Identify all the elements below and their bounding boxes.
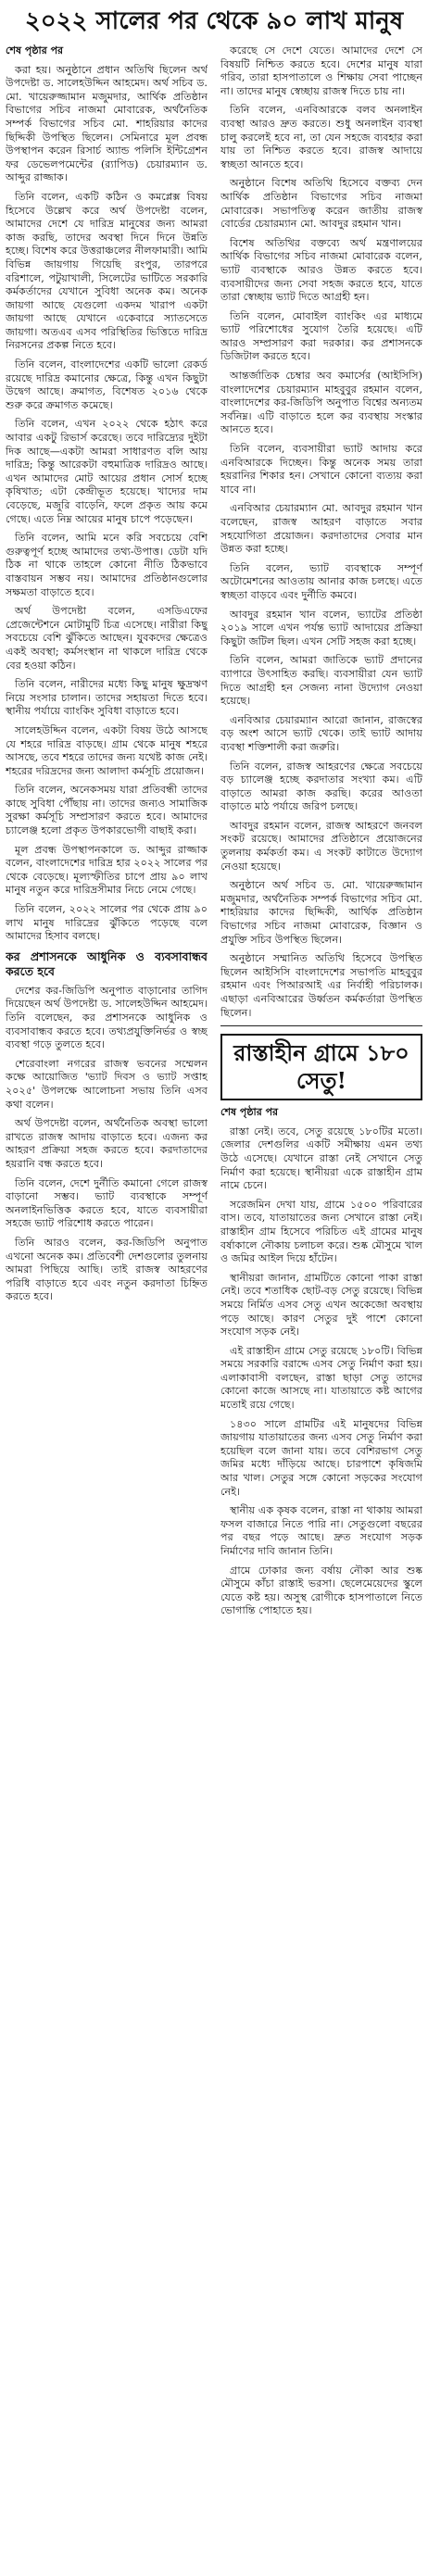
article-paragraph: অর্থ উপদেষ্টা বলেন, এসডিএফের প্রেজেন্টেশনে মোটামুটি চিত্র এসেছে। নারীরা কিছু সবচেয়ে বেশি ঝুঁকিতে আছেন। যুবকদের ক্ষেত্রেও একই অবস্থা; কর্মসংস্থান না থাকলে দারিদ্র থেকে বের হওয়া কঠিন। xyxy=(6,605,208,672)
continued-label: শেষ পৃষ্ঠার পর xyxy=(6,44,64,57)
article-paragraph: তিনি বলেন, ভ্যাট ব্যবস্থাকে সম্পূর্ণ অটোমেশনের আওতায় আনার কাজ চলছে। এতে স্বচ্ছতা বাড়বে এবং দুর্নীতি কমবে। xyxy=(220,561,422,601)
column-left xyxy=(6,44,208,2571)
article-paragraph: আবদুর রহমান বলেন, রাজস্ব আহরণে জনবল সংকট রয়েছে। আমাদের প্রতিষ্ঠানে প্রয়োজনের তুলনায় কর্মকর্তা কম। এ সংকট কাটাতে উদ্যোগ নেওয়া হয়েছে। xyxy=(220,819,422,873)
article-paragraph: তিনি বলেন, এখন ২০২২ থেকে হঠাৎ করে আবার একটু রিভার্স করেছে। তবে দারিদ্র্যের দুইটা দিক আছে—একটা আমরা সাধারণত বলি আয় দারিদ্র; কিন্তু আরেকটা বহুমাত্রিক দারিদ্রও আছে। এখন আমাদের মোট আয়ের প্রধান সোর্স হচ্ছে কৃষিখাত; এটা কেন্দ্রীভূত হয়েছে। খাদ্যের দাম বেড়েছে, মজুরি বাড়েনি, ফলে প্রকৃত আয় কমে গেছে। এতে নিম্ন আয়ের মানুষ চাপে পড়েছেন। xyxy=(6,418,208,525)
article-paragraph: এনবিআর চেয়ারম্যান আরো জানান, রাজস্বের বড় অংশ আসে ভ্যাট থেকে। তাই ভ্যাট আদায় ব্যবস্থা শক্তিশালী করা জরুরি। xyxy=(220,713,422,753)
article-paragraph: বিশেষ অতিথির বক্তব্যে অর্থ মন্ত্রণালয়ের আর্থিক বিভাগের সচিব নাজমা মোবারেক বলেন, ভ্যাট ব্যবস্থাকে আরও উন্নত করতে হবে। ব্যবসায়ীদের জন্য সেবা সহজ করতে হবে, যাতে তারা স্বেচ্ছায় ভ্যাট দিতে আগ্রহী হন। xyxy=(220,236,422,304)
continued-label: শেষ পৃষ্ঠার পর xyxy=(220,1106,279,1119)
article-paragraph: অনুষ্ঠানে অর্থ সচিব ড. মো. খায়েরুজ্জামান মজুমদার, অর্থনৈতিক সম্পর্ক বিভাগের সচিব মো. শাহরিয়ার কাদের ছিদ্দিকী, আর্থিক প্রতিষ্ঠান বিভাগের সচিব নাজমা মোবারেক, বিজ্ঞান ও প্রযুক্তি সচিব উপস্থিত ছিলেন। xyxy=(220,879,422,946)
article-paragraph: আন্তর্জাতিক চেম্বার অব কমার্সের (আইসিসি) বাংলাদেশের চেয়ারম্যান মাহবুবুর রহমান বলেন, বাংলাদেশের কর-জিডিপি অনুপাত বিশ্বের অন্যতম সর্বনিম্ন। এটি বাড়াতে হলে কর ব্যবস্থায় সংস্কার আনতে হবে। xyxy=(220,370,422,436)
article-title-box xyxy=(220,1034,422,1100)
article-paragraph: অনুষ্ঠানে বিশেষ অতিথি হিসেবে বক্তব্য দেন আর্থিক প্রতিষ্ঠান বিভাগের সচিব নাজমা মোবারেক। সভাপতিত্ব করেন জাতীয় রাজস্ব বোর্ডের চেয়ারম্যান মো. আবদুর রহমান খান। xyxy=(220,177,422,231)
article-paragraph: তিনি বলেন, ব্যবসায়ীরা ভ্যাট আদায় করে এনবিআরকে দিচ্ছেন। কিন্তু অনেক সময় তারা হয়রানির শিকার হন। সেখানে কোনো ব্যত্যয় করা যাবে না। xyxy=(220,443,422,496)
article-subheading: কর প্রশাসনকে আধুনিক ও ব্যবসাবান্ধব করতে হবে xyxy=(6,949,208,978)
article-paragraph: রাস্তা নেই। তবে, সেতু রয়েছে ১৮০টির মতো। জেলার দেশগুলির একটি সমীক্ষায় এমন তথ্য উঠে এসেছে। যেখানে রাস্তা নেই সেখানে সেতু নির্মাণ করা হয়েছে। স্থানীয়রা একে রাস্তাহীন গ্রাম নামে চেনে। xyxy=(220,1125,422,1192)
article-paragraph: ১৪৩০ সালে গ্রামটির এই মানুষদের বিভিন্ন জায়গায় যাতায়াতের জন্য এসব সেতু নির্মাণ করা হয়েছিল বলে জানা যায়। তবে বেশিরভাগ সেতু জমির মধ্যে দাঁড়িয়ে আছে। চারপাশে কৃষিজমি আর খাল। সেতুর সঙ্গে কোনো সড়কের সংযোগ নেই। xyxy=(220,1417,422,1498)
article-title: রাস্তাহীন গ্রামে ১৮০ সেতু! xyxy=(233,1039,409,1095)
article-paragraph: করেছে সে দেশে যেতে। আমাদের দেশে সে বিষয়টি নিশ্চিত করতে হবে। দেশের মানুষ যারা গরিব, তারা হাসপাতালে ও শিক্ষায় সেবা পাচ্ছেন না। তাদের মানুষ স্বেচ্ছায় রাজস্ব দিতে চায় না। xyxy=(220,44,422,97)
article-paragraph: তিনি বলেন, রাজস্ব আহরণের ক্ষেত্রে সবচেয়ে বড় চ্যালেঞ্জ হচ্ছে করদাতার সংখ্যা কম। এটি বাড়াতে আমরা কাজ করছি। করের আওতা বাড়াতে মাঠ পর্যায়ে জরিপ চলছে। xyxy=(220,760,422,813)
article-columns xyxy=(6,44,422,2571)
article-paragraph: তিনি বলেন, দেশে দুর্নীতি কমানো গেলে রাজস্ব বাড়ানো সম্ভব। ভ্যাট ব্যবস্থাকে সম্পূর্ণ অনলাইনভিত্তিক করতে হবে, যাতে ব্যবসায়ীরা সহজে ভ্যাট পরিশোধ করতে পারেন। xyxy=(6,1176,208,1230)
article-paragraph: অর্থ উপদেষ্টা বলেন, অর্থনৈতিক অবস্থা ভালো রাখতে রাজস্ব আদায় বাড়াতে হবে। এজন্য কর আহরণ প্রক্রিয়া সহজ করতে হবে। করদাতাদের হয়রানি বন্ধ করতে হবে। xyxy=(6,1117,208,1170)
article-paragraph: তিনি আরও বলেন, কর-জিডিপি অনুপাত এখনো অনেক কম। প্রতিবেশী দেশগুলোর তুলনায় আমরা পিছিয়ে আছি। তাই রাজস্ব আহরণের পরিধি বাড়াতে হবে এবং নতুন করদাতা চিহ্নিত করতে হবে। xyxy=(6,1236,208,1303)
article-divider xyxy=(220,1025,422,1026)
article-paragraph: তিনি বলেন, আমি মনে করি সবচেয়ে বেশি গুরুত্বপূর্ণ হচ্ছে আমাদের তথ্য-উপাত্ত। ডেটা যদি ঠিক না থাকে তাহলে কোনো নীতি ঠিকভাবে বাস্তবায়ন সম্ভব নয়। আমাদের প্রতিষ্ঠানগুলোর সক্ষমতা বাড়াতে হবে। xyxy=(6,532,208,598)
article-paragraph: সরেজমিন দেখা যায়, গ্রামে ১৫০০ পরিবারের বাস। তবে, যাতায়াতের জন্য সেখানে রাস্তা নেই। রাস্তাহীন গ্রাম হিসেবে পরিচিত এই গ্রামের মানুষ বর্ষাকালে নৌকায় চলাচল করে। শুষ্ক মৌসুমে খাল ও জমির আইল দিয়ে হাঁটেন। xyxy=(220,1198,422,1265)
article-paragraph: তিনি বলেন, ২০২২ সালের পর থেকে প্রায় ৯০ লাখ মানুষ দারিদ্রের ঝুঁকিতে পড়েছে বলে আমাদের হিসাব বলছে। xyxy=(6,903,208,943)
article-paragraph: স্থানীয় এক কৃষক বলেন, রাস্তা না থাকায় আমরা ফসল বাজারে নিতে পারি না। সেতুগুলো বছরের পর বছর পড়ে আছে। দ্রুত সংযোগ সড়ক নির্মাণের দাবি জানান তিনি। xyxy=(220,1504,422,1557)
article-paragraph: সালেহউদ্দিন বলেন, একটা বিষয় উঠে আসছে যে শহরে দারিদ্র বাড়ছে। গ্রাম থেকে মানুষ শহরে আসছে, তবে শহরে তাদের জন্য যথেষ্ট কাজ নেই। শহরের দরিদ্রদের জন্য আলাদা কর্মসূচি প্রয়োজন। xyxy=(6,723,208,777)
article-paragraph: আবদুর রহমান খান বলেন, ভ্যাটের প্রতিষ্ঠা ২০১৯ সালে এখন পর্যন্ত ভ্যাট আদায়ের প্রক্রিয়া কিছুটা জটিল ছিল। এখন সেটি সহজ করা হচ্ছে। xyxy=(220,608,422,647)
article-paragraph: করা হয়। অনুষ্ঠানে প্রধান অতিথি ছিলেন অর্থ উপদেষ্টা ড. সালেহউদ্দিন আহমেদ। অর্থ সচিব ড. মো. খায়েরুজ্জামান মজুমদার, আর্থিক প্রতিষ্ঠান বিভাগের সচিব নাজমা মোবারেক, অর্থনৈতিক সম্পর্ক বিভাগের সচিব মো. শাহরিয়ার কাদের ছিদ্দিকী উপস্থিত ছিলেন। সেমিনারে মূল প্রবন্ধ উপস্থাপন করেন রিসার্চ অ্যান্ড পলিসি ইন্টিগ্রেশন ফর ডেভেলপমেন্টের (র‍্যাপিড) চেয়ারম্যান ড. আব্দুর রাজ্জাক। xyxy=(6,63,208,184)
article-paragraph: তিনি বলেন, মোবাইল ব্যাংকিং এর মাধ্যমে ভ্যাট পরিশোধের সুযোগ তৈরি হয়েছে। এটি আরও সম্প্রসারণ করা দরকার। কর প্রশাসনকে ডিজিটাল করতে হবে। xyxy=(220,309,422,363)
article-paragraph: অনুষ্ঠানে সম্মানিত অতিথি হিসেবে উপস্থিত ছিলেন আইসিসি বাংলাদেশের সভাপতি মাহবুবুর রহমান এবং পিআরআই এর নির্বাহী পরিচালক। এছাড়া এনবিআরের উর্ধ্বতন কর্মকর্তারা উপস্থিত ছিলেন। xyxy=(220,952,422,1019)
article-paragraph: তিনি বলেন, বাংলাদেশের একটি ভালো রেকর্ড রয়েছে দারিদ্র কমানোর ক্ষেত্রে, কিন্তু এখন কিছুটা উদ্বেগ আছে। ক্রমাগত, বিশেষত ২০১৬ থেকে শুরু করে ক্রমাগত কমেছে। xyxy=(6,358,208,411)
article-paragraph: শেরেবাংলা নগরের রাজস্ব ভবনের সম্মেলন কক্ষে আয়োজিত 'ভ্যাট দিবস ও ভ্যাট সপ্তাহ ২০২৫' উপলক্ষে আলোচনা সভায় তিনি এসব কথা বলেন। xyxy=(6,1057,208,1111)
column-right xyxy=(220,44,422,2571)
article-paragraph: স্থানীয়রা জানান, গ্রামটিতে কোনো পাকা রাস্তা নেই। তবে শতাধিক ছোট-বড় সেতু রয়েছে। বিভিন্ন সময়ে নির্মিত এসব সেতু এখন অকেজো অবস্থায় পড়ে আছে। কারণ সেতুর দুই পাশে কোনো সংযোগ সড়ক নেই। xyxy=(220,1271,422,1338)
article-paragraph: মূল প্রবন্ধ উপস্থাপনকালে ড. আব্দুর রাজ্জাক বলেন, বাংলাদেশের দারিদ্র হার ২০২২ সালের পর থেকে বেড়েছে। মূল্যস্ফীতির চাপে প্রায় ৯০ লাখ মানুষ নতুন করে দারিদ্রসীমার নিচে নেমে গেছে। xyxy=(6,843,208,897)
article-paragraph: তিনি বলেন, এনবিআরকে বলব অনলাইন ব্যবস্থা আরও দ্রুত করতে। শুধু অনলাইন ব্যবস্থা চালু করলেই হবে না, তা যেন সহজে ব্যবহার করা যায় তা নিশ্চিত করতে হবে। রাজস্ব আদায়ে স্বচ্ছতা আনতে হবে। xyxy=(220,104,422,170)
article-paragraph: তিনি বলেন, অনেকসময় যারা প্রতিবন্ধী তাদের কাছে সুবিধা পৌঁছায় না। তাদের জন্যও সামাজিক সুরক্ষা কর্মসূচি সম্প্রসারণ করতে হবে। আমাদের চ্যালেঞ্জ হলো প্রকৃত উপকারভোগী বাছাই করা। xyxy=(6,784,208,837)
page-headline: ২০২২ সালের পর থেকে ৯০ লাখ মানুষ xyxy=(24,7,404,35)
article-paragraph: দেশের কর-জিডিপি অনুপাত বাড়ানোর তাগিদ দিয়েছেন অর্থ উপদেষ্টা ড. সালেহউদ্দিন আহমেদ। তিনি বলেছেন, কর প্রশাসনকে আধুনিক ও ব্যবসাবান্ধব করতে হবে। তথ্যপ্রযুক্তিনির্ভর ও স্বচ্ছ ব্যবস্থা গড়ে তুলতে হবে। xyxy=(6,984,208,1051)
article-paragraph: এই রাস্তাহীন গ্রামে সেতু রয়েছে ১৮০টি। বিভিন্ন সময়ে সরকারি বরাদ্দে এসব সেতু নির্মাণ করা হয়। এলাকাবাসী বলছেন, রাস্তা ছাড়া সেতু তাদের কোনো কাজে আসছে না। যাতায়াতে কষ্ট আগের মতোই রয়ে গেছে। xyxy=(220,1344,422,1412)
article-paragraph: গ্রামে ঢোকার জন্য বর্ষায় নৌকা আর শুষ্ক মৌসুমে কাঁচা রাস্তাই ভরসা। ছেলেমেয়েদের স্কুলে যেতে কষ্ট হয়। অসুস্থ রোগীকে হাসপাতালে নিতে ভোগান্তি পোহাতে হয়। xyxy=(220,1564,422,1617)
article-paragraph: এনবিআর চেয়ারম্যান মো. আবদুর রহমান খান বলেছেন, রাজস্ব আহরণ বাড়াতে সবার সহযোগিতা প্রয়োজন। করদাতাদের সেবার মান উন্নত করা হচ্ছে। xyxy=(220,502,422,556)
article-paragraph: তিনি বলেন, আমরা জাতিকে ভ্যাট প্রদানের ব্যাপারে উৎসাহিত করছি। ব্যবসায়ীরা যেন ভ্যাট দিতে আগ্রহী হন সেজন্য নানা উদ্যোগ নেওয়া হয়েছে। xyxy=(220,654,422,708)
article-paragraph: তিনি বলেন, একটি কঠিন ও কমপ্লেক্স বিষয় হিসেবে উল্লেখ করে অর্থ উপদেষ্টা বলেন, আমাদের দেশে যে দারিদ্র মানুষের জন্য আমরা কাজ করছি, তাদের অবস্থা দিনে দিনে উন্নতি হচ্ছে। বিশেষ করে উত্তরাঞ্চলের নীলফামারী। আমি বিভিন্ন জায়গায় গিয়েছি রংপুর, তারপরে বরিশালে, পটুয়াখালী, সিলেটের ভাটিতে সরকারি কর্মকর্তাদের যেখানে সুবিধা অনেক কম। অনেক জায়গা আছে যেগুলো একদম খারাপ একটা জায়গা আছে যেখানে একেবারে স্যাতসেতে জায়গা। অতএব এসব পরিস্থিতির ভিত্তিতে দারিদ্র নিরসনের প্রকল্প নিতে হবে। xyxy=(6,190,208,352)
article-paragraph: তিনি বলেন, নারীদের মধ্যে কিছু মানুষ ক্ষুদ্রঋণ নিয়ে সংসার চালান। তাদের সহায়তা দিতে হবে। স্থানীয় পর্যায়ে ব্যাংকিং সুবিধা বাড়াতে হবে। xyxy=(6,678,208,718)
